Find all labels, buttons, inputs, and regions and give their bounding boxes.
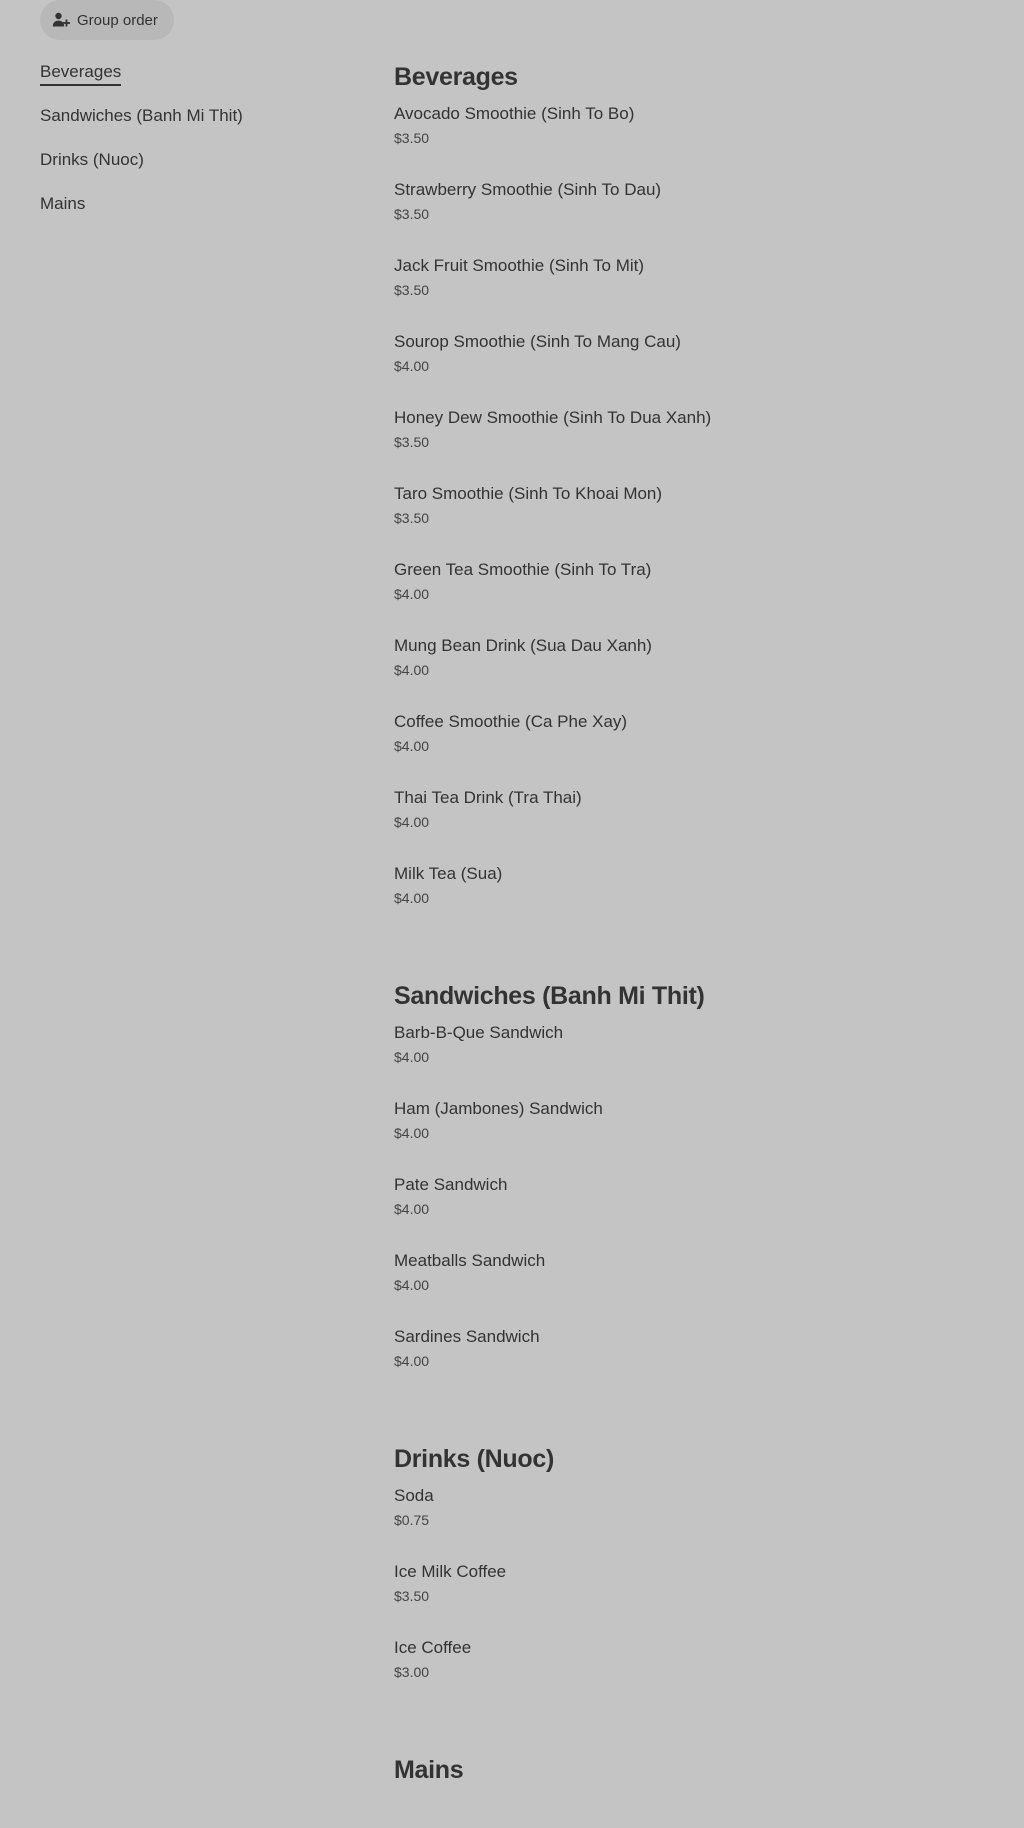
menu-item[interactable] [394, 178, 994, 254]
item-price: $3.50 [394, 434, 430, 450]
item-price: $3.50 [394, 510, 430, 526]
item-name: Mung Bean Drink (Sua Dau Xanh) [394, 636, 652, 655]
item-price: $4.00 [394, 1201, 430, 1217]
item-name: Avocado Smoothie (Sinh To Bo) [394, 104, 635, 123]
item-price: $4.00 [394, 738, 430, 754]
item-name: Ice Coffee [394, 1638, 472, 1657]
menu-item[interactable] [394, 862, 994, 938]
item-name: Pate Sandwich [394, 1175, 508, 1194]
item-name: Jack Fruit Smoothie (Sinh To Mit) [394, 256, 645, 275]
item-price: $4.00 [394, 890, 430, 906]
sidebar-item-beverages[interactable]: Beverages [40, 60, 121, 86]
section-beverages [394, 60, 994, 938]
item-price: $4.00 [394, 1353, 430, 1369]
section-title: Drinks (Nuoc) [394, 1445, 555, 1473]
item-price: $3.50 [394, 206, 430, 222]
sidebar-item-drinks[interactable]: Drinks (Nuoc) [40, 150, 144, 169]
menu-item[interactable] [394, 1097, 994, 1173]
item-name: Sardines Sandwich [394, 1327, 540, 1346]
item-name: Meatballs Sandwich [394, 1251, 546, 1270]
item-name: Milk Tea (Sua) [394, 864, 503, 883]
item-price: $0.75 [394, 1512, 430, 1528]
menu-item[interactable] [394, 330, 994, 406]
item-price: $3.50 [394, 130, 430, 146]
item-price: $4.00 [394, 1125, 430, 1141]
section-sandwiches [394, 979, 994, 1401]
section-title: Mains [394, 1756, 464, 1784]
item-name: Sourop Smoothie (Sinh To Mang Cau) [394, 332, 681, 351]
group-order-button[interactable] [40, 0, 174, 40]
item-price: $3.50 [394, 1588, 430, 1604]
menu-item[interactable] [394, 102, 994, 178]
item-name: Barb-B-Que Sandwich [394, 1023, 564, 1042]
menu-item[interactable] [394, 1636, 994, 1712]
sidebar-item-mains[interactable]: Mains [40, 194, 86, 213]
item-name: Green Tea Smoothie (Sinh To Tra) [394, 560, 652, 579]
item-name: Honey Dew Smoothie (Sinh To Dua Xanh) [394, 408, 712, 427]
section-title: Beverages [394, 63, 518, 91]
item-name: Ice Milk Coffee [394, 1562, 507, 1581]
menu-item[interactable] [394, 254, 994, 330]
item-name: Strawberry Smoothie (Sinh To Dau) [394, 180, 662, 199]
menu-item[interactable] [394, 1484, 994, 1560]
item-price: $4.00 [394, 586, 430, 602]
item-price: $4.00 [394, 1277, 430, 1293]
group-order-label: Group order [77, 11, 158, 29]
menu-item[interactable] [394, 1560, 994, 1636]
sidebar-item-sandwiches[interactable]: Sandwiches (Banh Mi Thit) [40, 106, 243, 125]
item-price: $4.00 [394, 1049, 430, 1065]
menu-item[interactable] [394, 1325, 994, 1401]
menu-list [394, 60, 994, 1828]
category-nav [40, 60, 340, 236]
menu-item[interactable] [394, 1249, 994, 1325]
menu-item[interactable] [394, 710, 994, 786]
menu-item[interactable] [394, 482, 994, 558]
section-title: Sandwiches (Banh Mi Thit) [394, 982, 705, 1010]
section-mains [394, 1753, 994, 1787]
item-name: Ham (Jambones) Sandwich [394, 1099, 603, 1118]
menu-item[interactable] [394, 406, 994, 482]
item-name: Coffee Smoothie (Ca Phe Xay) [394, 712, 628, 731]
item-name: Thai Tea Drink (Tra Thai) [394, 788, 582, 807]
item-name: Soda [394, 1486, 434, 1505]
menu-item[interactable] [394, 786, 994, 862]
item-price: $3.50 [394, 282, 430, 298]
menu-item[interactable] [394, 634, 994, 710]
item-price: $4.00 [394, 358, 430, 374]
item-name: Taro Smoothie (Sinh To Khoai Mon) [394, 484, 663, 503]
menu-item[interactable] [394, 558, 994, 634]
add-person-icon [52, 11, 70, 29]
menu-item[interactable] [394, 1021, 994, 1097]
menu-item[interactable] [394, 1173, 994, 1249]
item-price: $4.00 [394, 662, 430, 678]
item-price: $3.00 [394, 1664, 430, 1680]
section-drinks [394, 1442, 994, 1712]
item-price: $4.00 [394, 814, 430, 830]
